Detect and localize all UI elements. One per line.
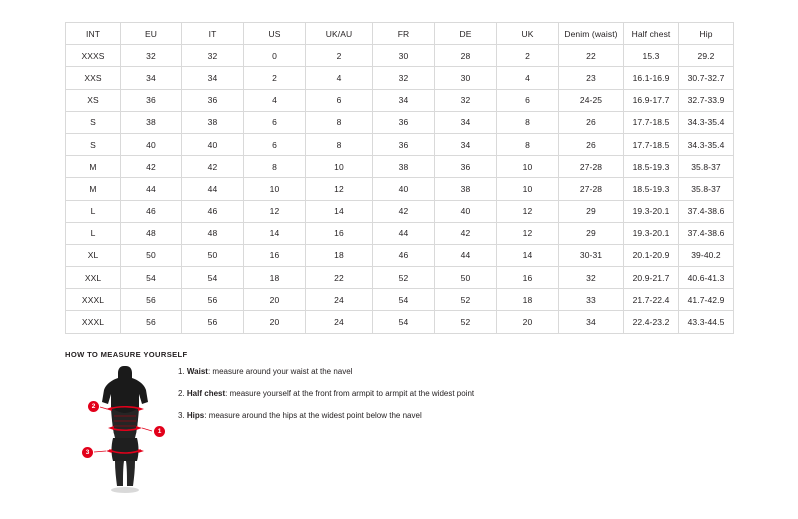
cell-uk: 16 bbox=[497, 267, 559, 289]
cell-hip: 34.3-35.4 bbox=[679, 111, 734, 133]
cell-uk-au: 8 bbox=[306, 111, 373, 133]
cell-de: 34 bbox=[435, 111, 497, 133]
cell-eu: 38 bbox=[121, 111, 182, 133]
table-row bbox=[66, 222, 734, 244]
cell-uk-au: 6 bbox=[306, 89, 373, 111]
table-row bbox=[66, 111, 734, 133]
cell-de: 38 bbox=[435, 178, 497, 200]
cell-denim-waist: 32 bbox=[559, 267, 624, 289]
table-row bbox=[66, 289, 734, 311]
cell-fr: 52 bbox=[373, 267, 435, 289]
cell-int: XL bbox=[66, 244, 121, 266]
cell-it: 54 bbox=[182, 267, 244, 289]
cell-fr: 40 bbox=[373, 178, 435, 200]
cell-uk-au: 16 bbox=[306, 222, 373, 244]
measure-item-term: Hips bbox=[186, 411, 205, 420]
cell-int: XXL bbox=[66, 267, 121, 289]
measure-instructions bbox=[178, 366, 598, 432]
table-row bbox=[66, 89, 734, 111]
cell-eu: 44 bbox=[121, 178, 182, 200]
cell-uk: 8 bbox=[497, 133, 559, 155]
cell-denim-waist: 29 bbox=[559, 222, 624, 244]
measure-item-term: Half chest bbox=[186, 389, 226, 398]
cell-half-chest: 15.3 bbox=[624, 45, 679, 67]
cell-eu: 32 bbox=[121, 45, 182, 67]
cell-uk-au: 10 bbox=[306, 156, 373, 178]
cell-denim-waist: 29 bbox=[559, 200, 624, 222]
measure-item-number: 2. bbox=[178, 389, 185, 398]
cell-de: 40 bbox=[435, 200, 497, 222]
size-table-container bbox=[65, 22, 733, 334]
cell-denim-waist: 34 bbox=[559, 311, 624, 333]
size-table-body bbox=[66, 45, 734, 333]
table-row bbox=[66, 200, 734, 222]
table-row bbox=[66, 267, 734, 289]
cell-uk: 20 bbox=[497, 311, 559, 333]
column-header-us: US bbox=[244, 23, 306, 45]
cell-uk: 12 bbox=[497, 200, 559, 222]
size-table bbox=[65, 22, 734, 334]
table-row bbox=[66, 178, 734, 200]
cell-int: XS bbox=[66, 89, 121, 111]
cell-it: 34 bbox=[182, 67, 244, 89]
cell-hip: 39-40.2 bbox=[679, 244, 734, 266]
cell-eu: 56 bbox=[121, 311, 182, 333]
cell-de: 32 bbox=[435, 89, 497, 111]
cell-half-chest: 19.3-20.1 bbox=[624, 222, 679, 244]
table-row bbox=[66, 156, 734, 178]
cell-int: XXS bbox=[66, 67, 121, 89]
cell-uk-au: 22 bbox=[306, 267, 373, 289]
cell-uk: 10 bbox=[497, 156, 559, 178]
cell-uk: 8 bbox=[497, 111, 559, 133]
cell-it: 32 bbox=[182, 45, 244, 67]
cell-it: 56 bbox=[182, 289, 244, 311]
cell-fr: 42 bbox=[373, 200, 435, 222]
table-header-row bbox=[66, 23, 734, 45]
cell-half-chest: 22.4-23.2 bbox=[624, 311, 679, 333]
cell-de: 36 bbox=[435, 156, 497, 178]
cell-fr: 36 bbox=[373, 133, 435, 155]
cell-half-chest: 18.5-19.3 bbox=[624, 178, 679, 200]
cell-us: 0 bbox=[244, 45, 306, 67]
cell-uk: 6 bbox=[497, 89, 559, 111]
marker-2-half-chest: 2 bbox=[88, 401, 99, 412]
measure-item-waist bbox=[178, 366, 598, 377]
cell-denim-waist: 24-25 bbox=[559, 89, 624, 111]
cell-us: 18 bbox=[244, 267, 306, 289]
cell-fr: 44 bbox=[373, 222, 435, 244]
cell-int: XXXS bbox=[66, 45, 121, 67]
cell-denim-waist: 27-28 bbox=[559, 178, 624, 200]
cell-int: XXXL bbox=[66, 311, 121, 333]
cell-half-chest: 19.3-20.1 bbox=[624, 200, 679, 222]
cell-uk-au: 18 bbox=[306, 244, 373, 266]
column-header-uk: UK bbox=[497, 23, 559, 45]
cell-hip: 37.4-38.6 bbox=[679, 200, 734, 222]
cell-fr: 38 bbox=[373, 156, 435, 178]
cell-it: 50 bbox=[182, 244, 244, 266]
cell-hip: 40.6-41.3 bbox=[679, 267, 734, 289]
cell-int: L bbox=[66, 222, 121, 244]
cell-eu: 48 bbox=[121, 222, 182, 244]
cell-de: 30 bbox=[435, 67, 497, 89]
table-row bbox=[66, 45, 734, 67]
cell-denim-waist: 26 bbox=[559, 133, 624, 155]
marker-3-hips: 3 bbox=[82, 447, 93, 458]
cell-uk-au: 4 bbox=[306, 67, 373, 89]
cell-half-chest: 17.7-18.5 bbox=[624, 133, 679, 155]
cell-it: 44 bbox=[182, 178, 244, 200]
cell-it: 42 bbox=[182, 156, 244, 178]
cell-uk-au: 8 bbox=[306, 133, 373, 155]
column-header-int: INT bbox=[66, 23, 121, 45]
cell-denim-waist: 23 bbox=[559, 67, 624, 89]
cell-us: 20 bbox=[244, 311, 306, 333]
cell-eu: 56 bbox=[121, 289, 182, 311]
cell-hip: 41.7-42.9 bbox=[679, 289, 734, 311]
cell-hip: 35.8-37 bbox=[679, 156, 734, 178]
cell-de: 44 bbox=[435, 244, 497, 266]
cell-fr: 54 bbox=[373, 311, 435, 333]
size-table-header bbox=[66, 23, 734, 45]
cell-eu: 36 bbox=[121, 89, 182, 111]
cell-hip: 30.7-32.7 bbox=[679, 67, 734, 89]
cell-half-chest: 16.1-16.9 bbox=[624, 67, 679, 89]
cell-int: S bbox=[66, 111, 121, 133]
cell-denim-waist: 33 bbox=[559, 289, 624, 311]
marker-1-waist: 1 bbox=[154, 426, 165, 437]
cell-eu: 42 bbox=[121, 156, 182, 178]
cell-uk-au: 14 bbox=[306, 200, 373, 222]
cell-de: 34 bbox=[435, 133, 497, 155]
measure-item-hips bbox=[178, 410, 598, 421]
cell-us: 10 bbox=[244, 178, 306, 200]
cell-half-chest: 16.9-17.7 bbox=[624, 89, 679, 111]
cell-hip: 34.3-35.4 bbox=[679, 133, 734, 155]
cell-eu: 54 bbox=[121, 267, 182, 289]
cell-int: S bbox=[66, 133, 121, 155]
cell-denim-waist: 26 bbox=[559, 111, 624, 133]
cell-de: 52 bbox=[435, 289, 497, 311]
column-header-fr: FR bbox=[373, 23, 435, 45]
cell-it: 56 bbox=[182, 311, 244, 333]
measure-item-text: : measure around your waist at the navel bbox=[207, 367, 353, 376]
table-row bbox=[66, 67, 734, 89]
how-to-measure-title: HOW TO MEASURE YOURSELF bbox=[65, 350, 188, 359]
cell-fr: 54 bbox=[373, 289, 435, 311]
cell-int: M bbox=[66, 156, 121, 178]
measurement-figure bbox=[78, 364, 174, 494]
cell-hip: 29.2 bbox=[679, 45, 734, 67]
cell-half-chest: 20.9-21.7 bbox=[624, 267, 679, 289]
cell-eu: 50 bbox=[121, 244, 182, 266]
cell-hip: 43.3-44.5 bbox=[679, 311, 734, 333]
cell-it: 46 bbox=[182, 200, 244, 222]
cell-uk: 18 bbox=[497, 289, 559, 311]
cell-us: 8 bbox=[244, 156, 306, 178]
cell-us: 6 bbox=[244, 111, 306, 133]
cell-fr: 36 bbox=[373, 111, 435, 133]
column-header-denim-waist: Denim (waist) bbox=[559, 23, 624, 45]
cell-half-chest: 17.7-18.5 bbox=[624, 111, 679, 133]
table-row bbox=[66, 244, 734, 266]
cell-hip: 32.7-33.9 bbox=[679, 89, 734, 111]
column-header-hip: Hip bbox=[679, 23, 734, 45]
column-header-it: IT bbox=[182, 23, 244, 45]
cell-denim-waist: 22 bbox=[559, 45, 624, 67]
cell-it: 48 bbox=[182, 222, 244, 244]
cell-hip: 37.4-38.6 bbox=[679, 222, 734, 244]
cell-eu: 40 bbox=[121, 133, 182, 155]
measure-item-number: 1. bbox=[178, 367, 185, 376]
cell-it: 40 bbox=[182, 133, 244, 155]
cell-uk: 14 bbox=[497, 244, 559, 266]
cell-half-chest: 20.1-20.9 bbox=[624, 244, 679, 266]
cell-us: 4 bbox=[244, 89, 306, 111]
cell-uk: 12 bbox=[497, 222, 559, 244]
column-header-eu: EU bbox=[121, 23, 182, 45]
cell-half-chest: 18.5-19.3 bbox=[624, 156, 679, 178]
cell-int: M bbox=[66, 178, 121, 200]
table-row bbox=[66, 311, 734, 333]
cell-hip: 35.8-37 bbox=[679, 178, 734, 200]
cell-uk: 4 bbox=[497, 67, 559, 89]
cell-us: 6 bbox=[244, 133, 306, 155]
cell-uk: 2 bbox=[497, 45, 559, 67]
cell-it: 38 bbox=[182, 111, 244, 133]
cell-us: 12 bbox=[244, 200, 306, 222]
cell-us: 2 bbox=[244, 67, 306, 89]
cell-int: L bbox=[66, 200, 121, 222]
cell-de: 52 bbox=[435, 311, 497, 333]
cell-fr: 32 bbox=[373, 67, 435, 89]
cell-uk: 10 bbox=[497, 178, 559, 200]
cell-uk-au: 12 bbox=[306, 178, 373, 200]
cell-half-chest: 21.7-22.4 bbox=[624, 289, 679, 311]
cell-uk-au: 24 bbox=[306, 289, 373, 311]
column-header-half-chest: Half chest bbox=[624, 23, 679, 45]
cell-de: 50 bbox=[435, 267, 497, 289]
cell-de: 42 bbox=[435, 222, 497, 244]
measure-item-text: : measure yourself at the front from armpit to armpit at the widest point bbox=[225, 389, 475, 398]
cell-uk-au: 24 bbox=[306, 311, 373, 333]
cell-de: 28 bbox=[435, 45, 497, 67]
cell-it: 36 bbox=[182, 89, 244, 111]
column-header-uk-au: UK/AU bbox=[306, 23, 373, 45]
column-header-de: DE bbox=[435, 23, 497, 45]
cell-us: 16 bbox=[244, 244, 306, 266]
cell-fr: 34 bbox=[373, 89, 435, 111]
cell-fr: 30 bbox=[373, 45, 435, 67]
cell-us: 14 bbox=[244, 222, 306, 244]
cell-eu: 46 bbox=[121, 200, 182, 222]
cell-uk-au: 2 bbox=[306, 45, 373, 67]
cell-denim-waist: 30-31 bbox=[559, 244, 624, 266]
measure-item-half-chest bbox=[178, 388, 598, 399]
measure-item-term: Waist bbox=[186, 367, 208, 376]
cell-eu: 34 bbox=[121, 67, 182, 89]
cell-int: XXXL bbox=[66, 289, 121, 311]
table-row bbox=[66, 133, 734, 155]
cell-denim-waist: 27-28 bbox=[559, 156, 624, 178]
measure-item-text: : measure around the hips at the widest point below the navel bbox=[204, 411, 422, 420]
measure-item-number: 3. bbox=[178, 411, 185, 420]
cell-us: 20 bbox=[244, 289, 306, 311]
cell-fr: 46 bbox=[373, 244, 435, 266]
